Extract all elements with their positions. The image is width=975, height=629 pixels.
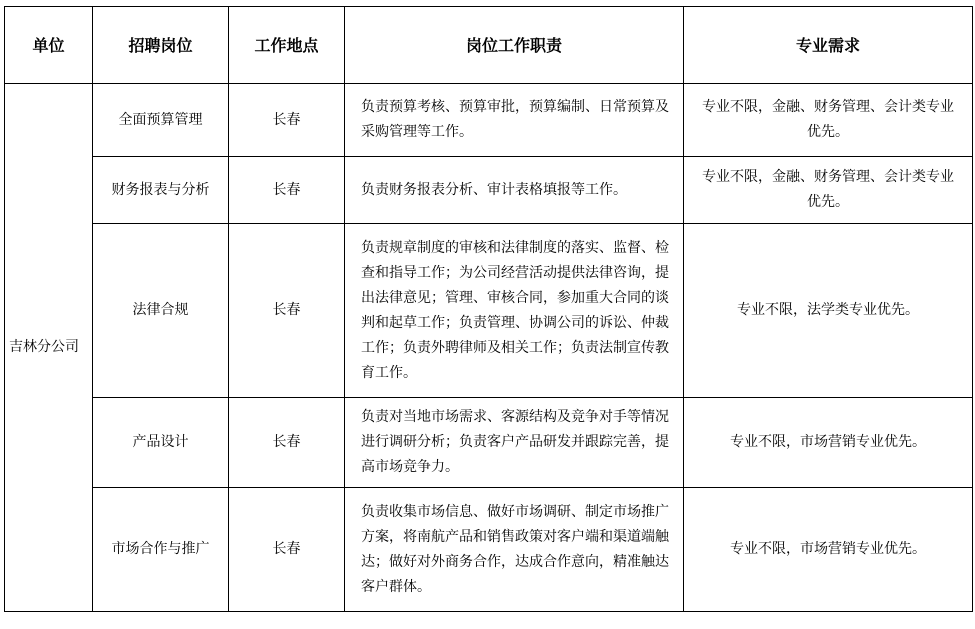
recruitment-table xyxy=(4,6,973,612)
requirements-cell: 专业不限，法学类专业优先。 xyxy=(684,224,973,398)
duties-cell: 负责对当地市场需求、客源结构及竞争对手等情况进行调研分析；负责客户产品研发并跟踪完善，提高市场竞争力。 xyxy=(345,398,684,488)
table-row xyxy=(5,488,973,612)
position-cell: 法律合规 xyxy=(93,224,229,398)
duties-cell: 负责收集市场信息、做好市场调研、制定市场推广方案，将南航产品和销售政策对客户端和渠道端触达；做好对外商务合作，达成合作意向，精准触达客户群体。 xyxy=(345,488,684,612)
position-cell: 全面预算管理 xyxy=(93,84,229,157)
location-cell: 长春 xyxy=(229,488,345,612)
header-requirements: 专业需求 xyxy=(684,7,973,84)
position-cell: 产品设计 xyxy=(93,398,229,488)
duties-cell: 负责财务报表分析、审计表格填报等工作。 xyxy=(345,157,684,224)
header-row xyxy=(5,7,973,84)
table-row xyxy=(5,157,973,224)
requirements-cell: 专业不限，市场营销专业优先。 xyxy=(684,488,973,612)
requirements-cell: 专业不限，金融、财务管理、会计类专业优先。 xyxy=(684,157,973,224)
location-cell: 长春 xyxy=(229,84,345,157)
header-position: 招聘岗位 xyxy=(93,7,229,84)
header-duties: 岗位工作职责 xyxy=(345,7,684,84)
header-unit: 单位 xyxy=(5,7,93,84)
duties-cell: 负责规章制度的审核和法律制度的落实、监督、检查和指导工作；为公司经营活动提供法律咨询，提出法律意见；管理、审核合同，参加重大合同的谈判和起草工作；负责管理、协调公司的诉讼、仲裁工作；负责外聘律师及相关工作；负责法制宣传教育工作。 xyxy=(345,224,684,398)
unit-cell: 吉林分公司 xyxy=(5,84,93,612)
location-cell: 长春 xyxy=(229,224,345,398)
duties-cell: 负责预算考核、预算审批，预算编制、日常预算及采购管理等工作。 xyxy=(345,84,684,157)
position-cell: 财务报表与分析 xyxy=(93,157,229,224)
table-row xyxy=(5,224,973,398)
position-cell: 市场合作与推广 xyxy=(93,488,229,612)
table-row xyxy=(5,398,973,488)
location-cell: 长春 xyxy=(229,398,345,488)
table-row xyxy=(5,84,973,157)
requirements-cell: 专业不限，市场营销专业优先。 xyxy=(684,398,973,488)
header-location: 工作地点 xyxy=(229,7,345,84)
requirements-cell: 专业不限，金融、财务管理、会计类专业优先。 xyxy=(684,84,973,157)
location-cell: 长春 xyxy=(229,157,345,224)
